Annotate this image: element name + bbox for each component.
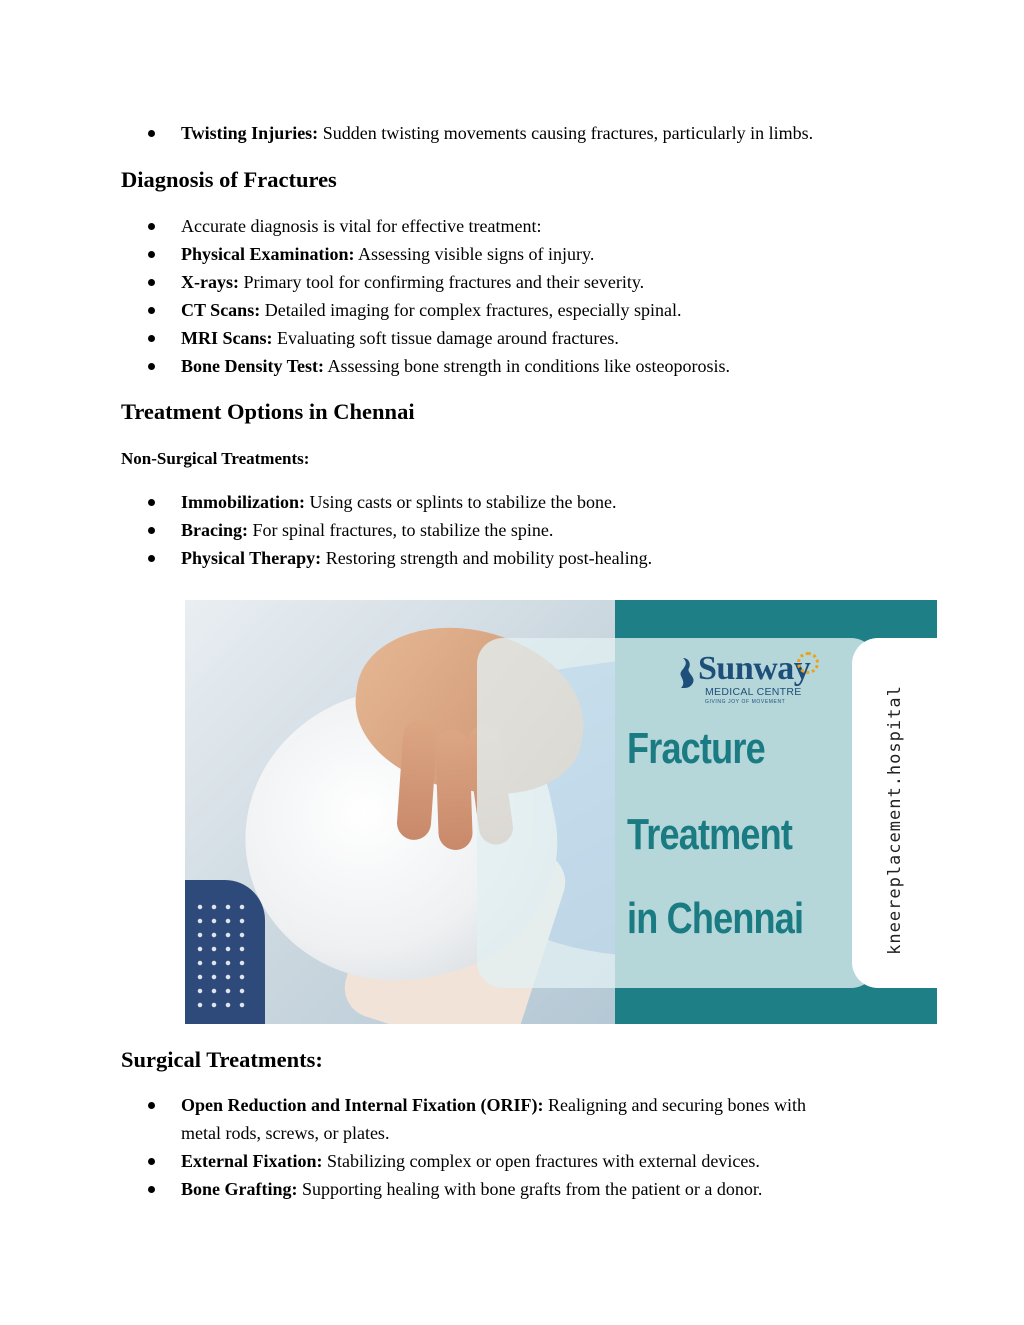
item-term: X-rays:	[181, 272, 239, 292]
sunway-logo-icon	[677, 656, 699, 690]
item-term: CT Scans:	[181, 300, 261, 320]
list-item	[0, 352, 881, 380]
logo-name: Sunway	[698, 650, 811, 687]
surgical-list	[0, 1091, 1024, 1203]
item-text: For spinal fractures, to stabilize the spine.	[248, 520, 554, 540]
bullet-icon	[148, 527, 155, 534]
bullet-icon	[148, 1158, 155, 1165]
list-item	[0, 1091, 881, 1147]
list-item	[0, 240, 881, 268]
logo-subtitle: MEDICAL CENTRE	[705, 686, 802, 698]
non-surgical-list	[0, 488, 1024, 572]
logo-tagline: GIVING JOY OF MOVEMENT	[705, 699, 786, 705]
headline-line-1: Fracture	[627, 724, 765, 773]
non-surgical-subheading: Non-Surgical Treatments:	[121, 449, 310, 468]
item-text: Primary tool for confirming fractures and their severity.	[238, 272, 645, 292]
item-text: Accurate diagnosis is vital for effective treatment:	[181, 216, 542, 236]
bullet-icon	[148, 1102, 155, 1109]
item-term: Bone Density Test:	[181, 356, 325, 376]
item-term: Open Reduction and Internal Fixation (ORIF):	[181, 1095, 544, 1115]
list-item	[0, 119, 881, 147]
list-item	[0, 1147, 881, 1175]
item-text: Assessing visible signs of injury.	[354, 244, 595, 264]
item-text: Detailed imaging for complex fractures, especially spinal.	[260, 300, 682, 320]
treatment-heading: Treatment Options in Chennai	[121, 399, 415, 424]
item-text: Stabilizing complex or open fractures with external devices.	[322, 1151, 760, 1171]
nurse-sleeve-pattern	[193, 900, 253, 1010]
bullet-icon	[148, 130, 155, 137]
item-text: Evaluating soft tissue damage around fractures.	[272, 328, 619, 348]
item-text: Sudden twisting movements causing fractures, particularly in limbs.	[318, 123, 814, 143]
item-text: Using casts or splints to stabilize the bone.	[305, 492, 617, 512]
diagnosis-list	[0, 212, 1024, 380]
bullet-icon	[148, 555, 155, 562]
item-text: Restoring strength and mobility post-healing.	[321, 548, 653, 568]
item-term: Immobilization:	[181, 492, 305, 512]
item-text-continued: metal rods, screws, or plates.	[181, 1123, 390, 1143]
website-label: kneereplacement.hospital	[885, 685, 905, 955]
item-term: Twisting Injuries:	[181, 123, 319, 143]
item-text: Supporting healing with bone grafts from the patient or a donor.	[297, 1179, 763, 1199]
list-item	[0, 516, 881, 544]
item-term: External Fixation:	[181, 1151, 323, 1171]
item-text: Assessing bone strength in conditions like osteoporosis.	[324, 356, 730, 376]
item-term: Bracing:	[181, 520, 248, 540]
item-term: Physical Examination:	[181, 244, 355, 264]
bullet-icon	[148, 307, 155, 314]
list-item	[0, 1175, 881, 1203]
item-term: Bone Grafting:	[181, 1179, 298, 1199]
bullet-icon	[148, 335, 155, 342]
list-item	[0, 488, 881, 516]
list-item	[0, 324, 881, 352]
bullet-icon	[148, 363, 155, 370]
bullet-icon	[148, 1186, 155, 1193]
fracture-treatment-banner-image	[185, 600, 937, 1024]
list-item	[0, 268, 881, 296]
item-term: MRI Scans:	[181, 328, 273, 348]
bullet-icon	[148, 223, 155, 230]
list-item	[0, 544, 881, 572]
surgical-heading: Surgical Treatments:	[121, 1047, 323, 1072]
list-item	[0, 296, 881, 324]
bullet-icon	[148, 499, 155, 506]
bullet-icon	[148, 251, 155, 258]
item-text: Realigning and securing bones with	[543, 1095, 806, 1115]
diagnosis-heading: Diagnosis of Fractures	[121, 167, 337, 192]
headline-line-2: Treatment	[627, 810, 793, 859]
top-bullet-list	[0, 119, 1024, 147]
bullet-icon	[148, 279, 155, 286]
item-term: Physical Therapy:	[181, 548, 322, 568]
headline-line-3: in Chennai	[627, 894, 804, 943]
sun-icon	[797, 652, 819, 674]
list-item	[0, 212, 881, 240]
